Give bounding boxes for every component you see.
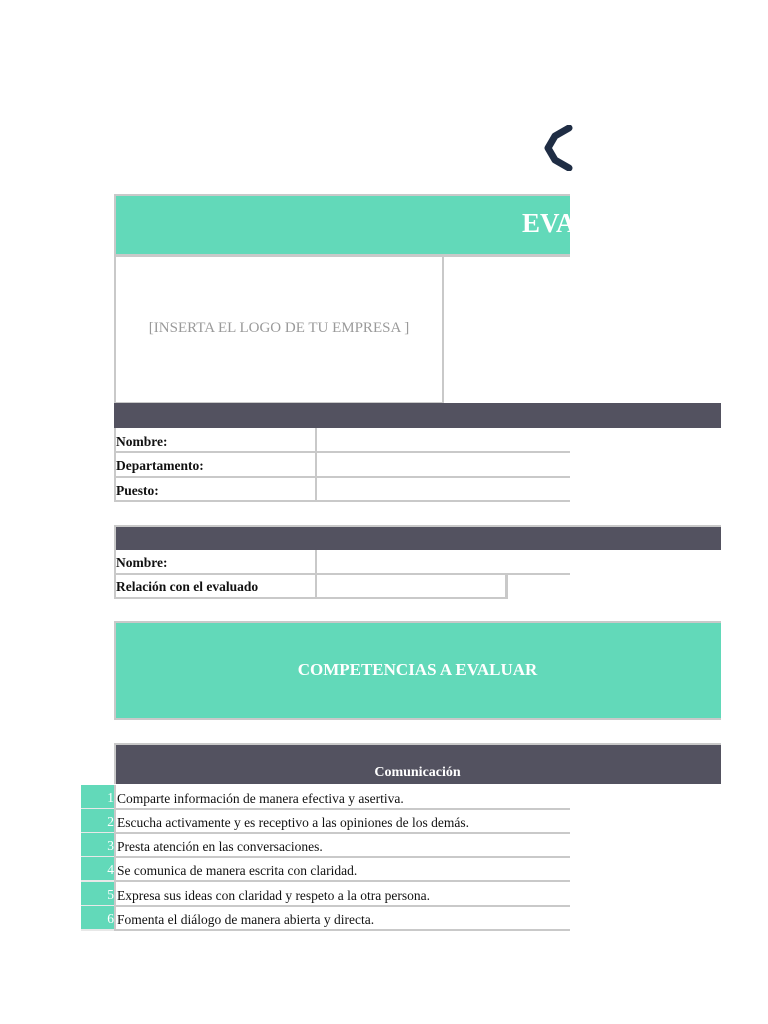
evaluado-puesto-input[interactable] bbox=[315, 477, 570, 502]
page-title: EVA bbox=[522, 208, 576, 238]
evaluado-puesto-label: Puesto: bbox=[116, 483, 159, 498]
evaluado-nombre-input[interactable] bbox=[315, 428, 570, 453]
item-text: Presta atención en las conversaciones. bbox=[117, 839, 323, 854]
item-number: 6 bbox=[81, 906, 115, 931]
evaluador-relacion-input[interactable] bbox=[315, 574, 508, 599]
item-number: 4 bbox=[81, 857, 115, 882]
title-band bbox=[114, 194, 570, 256]
evaluado-nombre-label: Nombre: bbox=[116, 434, 168, 449]
item-number: 1 bbox=[81, 785, 115, 810]
competencias-title: COMPETENCIAS A EVALUAR bbox=[297, 660, 538, 679]
evaluado-departamento-label: Departamento: bbox=[116, 458, 204, 473]
section-title-comunicacion: Comunicación bbox=[374, 765, 461, 780]
evaluado-departamento-input[interactable] bbox=[315, 453, 570, 478]
brand-logo-icon bbox=[543, 125, 583, 171]
item-number: 2 bbox=[81, 809, 115, 834]
evaluador-nombre-input[interactable] bbox=[315, 550, 570, 575]
item-number: 3 bbox=[81, 833, 115, 858]
item-text: Se comunica de manera escrita con claridad. bbox=[117, 863, 358, 878]
evaluado-header-bar bbox=[114, 403, 721, 428]
evaluador-relacion-label: Relación con el evaluado bbox=[116, 579, 259, 594]
item-number: 5 bbox=[81, 882, 115, 907]
header-info-box bbox=[442, 255, 570, 404]
evaluador-nombre-label: Nombre: bbox=[116, 555, 168, 570]
item-text: Comparte información de manera efectiva y asertiva. bbox=[117, 791, 404, 806]
item-text: Escucha activamente y es receptivo a las opiniones de los demás. bbox=[117, 815, 470, 830]
logo-placeholder-text: [INSERTA EL LOGO DE TU EMPRESA ] bbox=[148, 320, 410, 336]
item-text: Expresa sus ideas con claridad y respeto a la otra persona. bbox=[117, 888, 431, 903]
evaluador-header-bar bbox=[114, 525, 721, 550]
item-text: Fomenta el diálogo de manera abierta y directa. bbox=[117, 912, 375, 927]
